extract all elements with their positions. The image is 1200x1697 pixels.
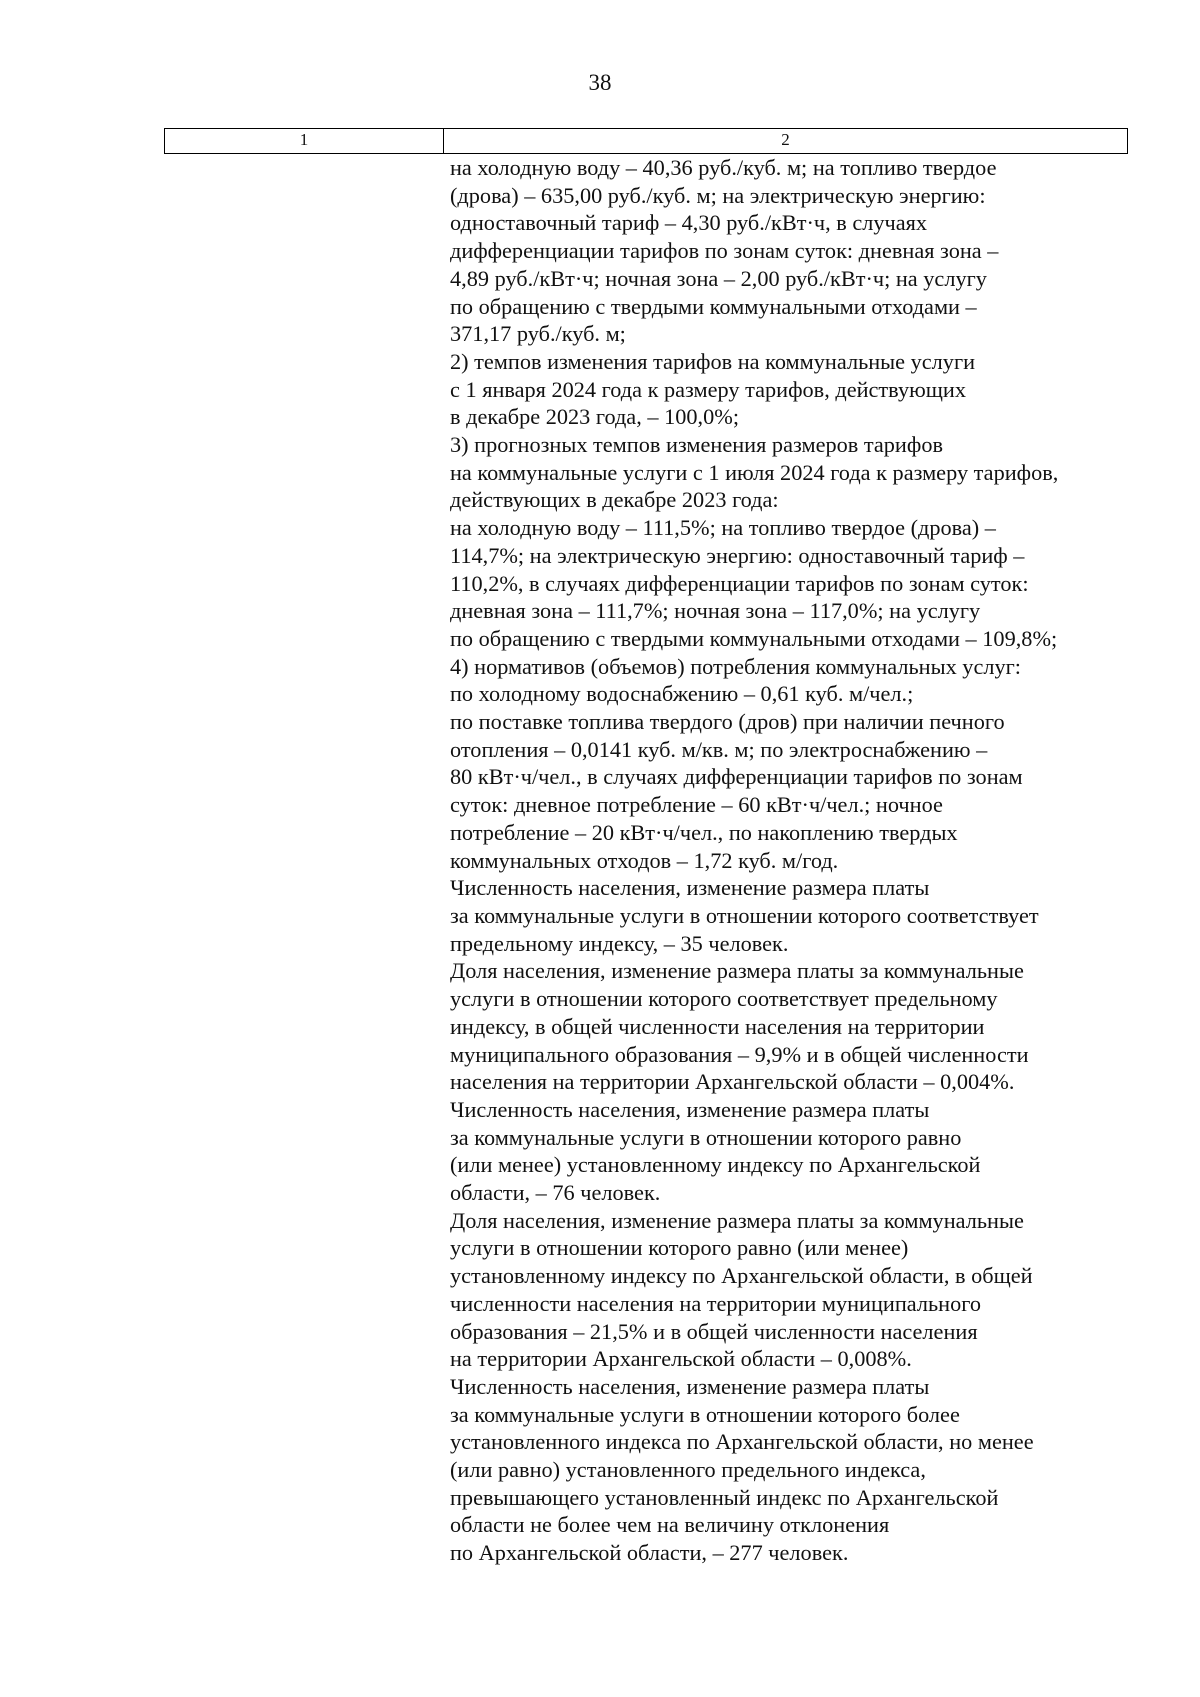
text-line: 110,2%, в случаях дифференциации тарифов по зонам суток:: [450, 570, 1029, 596]
text-line: отопления – 0,0141 куб. м/кв. м; по электроснабжению –: [450, 736, 988, 762]
text-line: (дрова) – 635,00 руб./куб. м; на электрическую энергию:: [450, 182, 986, 208]
text-line: по поставке топлива твердого (дров) при наличии печного: [450, 709, 1005, 735]
page-number: 38: [588, 70, 612, 95]
text-line: образования – 21,5% и в общей численности населения: [450, 1318, 978, 1344]
text-line: области, – 76 человек.: [450, 1180, 661, 1206]
text-line: с 1 января 2024 года к размеру тарифов, действующих: [450, 376, 966, 402]
text-line: по обращению с твердыми коммунальными отходами –: [450, 293, 977, 319]
text-line: действующих в декабре 2023 года:: [450, 487, 779, 513]
text-line: 3) прогнозных темпов изменения размеров тарифов: [450, 432, 943, 458]
text-line: на холодную воду – 40,36 руб./куб. м; на топливо твердое: [450, 155, 997, 180]
document-body-text: [450, 154, 1150, 1567]
text-line: услуги в отношении которого соответствует предельному: [450, 986, 998, 1012]
text-line: 4,89 руб./кВт·ч; ночная зона – 2,00 руб./кВт·ч; на услугу: [450, 265, 987, 291]
text-line: суток: дневное потребление – 60 кВт·ч/чел.; ночное: [450, 792, 943, 818]
text-line: 114,7%; на электрическую энергию: одноставочный тариф –: [450, 542, 1025, 568]
text-line: 2) темпов изменения тарифов на коммунальные услуги: [450, 348, 976, 374]
text-line: на холодную воду – 111,5%; на топливо твердое (дрова) –: [450, 515, 996, 541]
text-line: по холодному водоснабжению – 0,61 куб. м/чел.;: [450, 681, 914, 707]
text-line: услуги в отношении которого равно (или менее): [450, 1235, 909, 1261]
text-line: области не более чем на величину отклонения: [450, 1512, 890, 1538]
text-line: установленного индекса по Архангельской области, но менее: [450, 1429, 1034, 1455]
text-line: установленному индексу по Архангельской области, в общей: [450, 1263, 1033, 1289]
text-line: на территории Архангельской области – 0,008%.: [450, 1346, 912, 1372]
table-header-col-1: 1: [165, 129, 444, 153]
text-line: за коммунальные услуги в отношении которого более: [450, 1401, 960, 1427]
text-line: по обращению с твердыми коммунальными отходами – 109,8%;: [450, 625, 1058, 651]
text-line: дифференциации тарифов по зонам суток: дневная зона –: [450, 238, 999, 264]
text-line: потребление – 20 кВт·ч/чел., по накоплению твердых: [450, 819, 958, 845]
text-line: Численность населения, изменение размера платы: [450, 1373, 930, 1399]
text-line: предельному индексу, – 35 человек.: [450, 930, 789, 956]
text-line: Численность населения, изменение размера платы: [450, 1096, 930, 1122]
text-line: на коммунальные услуги с 1 июля 2024 года к размеру тарифов,: [450, 459, 1059, 485]
text-line: превышающего установленный индекс по Архангельской: [450, 1484, 999, 1510]
text-line: населения на территории Архангельской области – 0,004%.: [450, 1069, 1015, 1095]
text-line: Доля населения, изменение размера платы за коммунальные: [450, 958, 1024, 984]
text-line: Численность населения, изменение размера платы: [450, 875, 930, 901]
text-line: индексу, в общей численности населения на территории: [450, 1013, 985, 1039]
text-line: численности населения на территории муниципального: [450, 1290, 981, 1316]
text-line: 371,17 руб./куб. м;: [450, 321, 626, 347]
text-line: 4) нормативов (объемов) потребления коммунальных услуг:: [450, 653, 1021, 679]
table-header-row: [164, 128, 1128, 154]
text-line: 80 кВт·ч/чел., в случаях дифференциации тарифов по зонам: [450, 764, 1023, 790]
text-line: за коммунальные услуги в отношении которого соответствует: [450, 902, 1039, 928]
text-line: за коммунальные услуги в отношении которого равно: [450, 1124, 962, 1150]
text-line: (или равно) установленного предельного индекса,: [450, 1457, 926, 1483]
text-line: коммунальных отходов – 1,72 куб. м/год.: [450, 847, 839, 873]
text-line: дневная зона – 111,7%; ночная зона – 117,0%; на услугу: [450, 598, 981, 624]
table-header-col-2: 2: [781, 130, 790, 149]
text-line: в декабре 2023 года, – 100,0%;: [450, 404, 740, 430]
text-line: (или менее) установленному индексу по Архангельской: [450, 1152, 981, 1178]
text-line: по Архангельской области, – 277 человек.: [450, 1540, 849, 1566]
text-line: Доля населения, изменение размера платы за коммунальные: [450, 1207, 1024, 1233]
text-line: одноставочный тариф – 4,30 руб./кВт·ч, в случаях: [450, 210, 928, 236]
text-line: муниципального образования – 9,9% и в общей численности: [450, 1041, 1029, 1067]
